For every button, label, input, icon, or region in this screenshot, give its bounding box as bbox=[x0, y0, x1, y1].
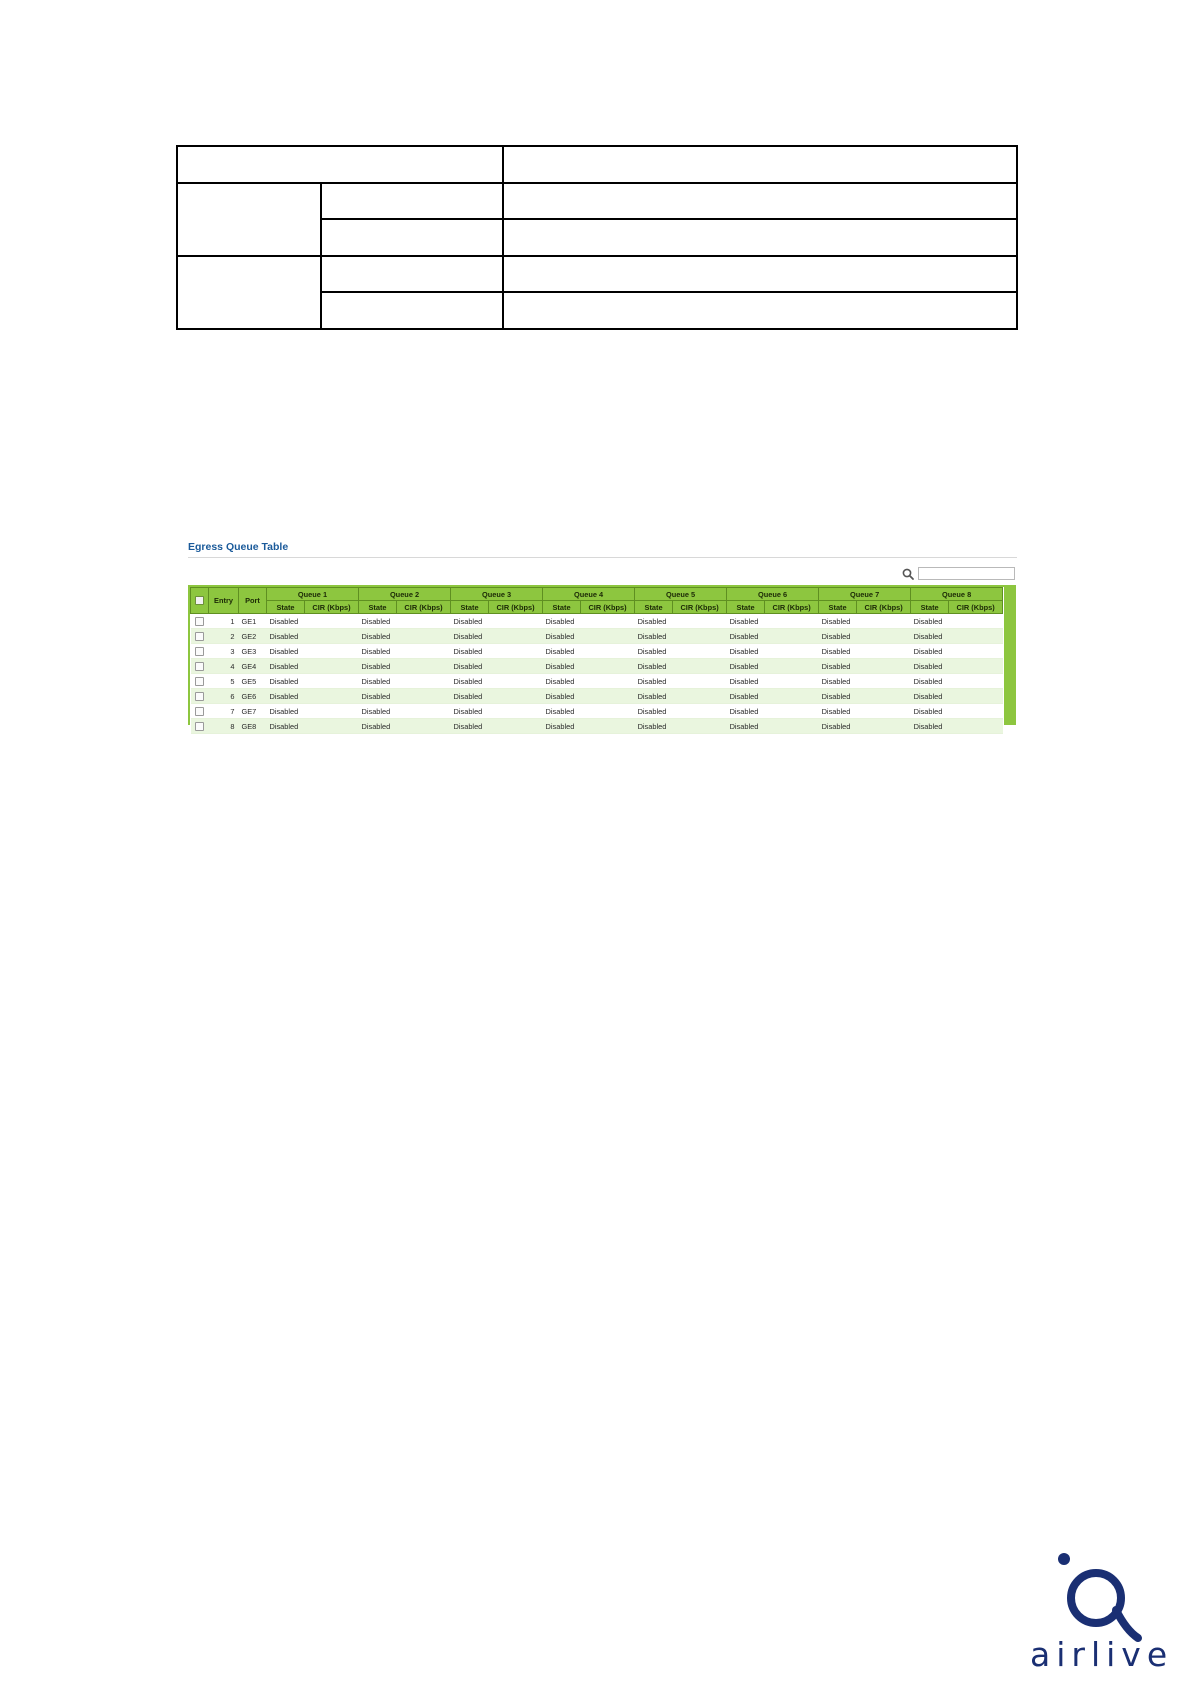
cell-state: Disabled bbox=[267, 614, 305, 629]
cell-cir bbox=[765, 689, 819, 704]
cell-state: Disabled bbox=[543, 629, 581, 644]
cell-state: Disabled bbox=[267, 674, 305, 689]
column-header-queue: Queue 6 bbox=[727, 588, 819, 601]
cell-state: Disabled bbox=[635, 689, 673, 704]
cell-state: Disabled bbox=[267, 659, 305, 674]
column-header-port[interactable]: Port bbox=[239, 588, 267, 614]
column-header-queue: Queue 1 bbox=[267, 588, 359, 601]
select-all-checkbox-cell bbox=[191, 588, 209, 614]
cell-state: Disabled bbox=[451, 629, 489, 644]
cell-entry: 3 bbox=[209, 644, 239, 659]
table-row[interactable] bbox=[191, 674, 1003, 689]
column-header-queue: Queue 8 bbox=[911, 588, 1003, 601]
parameter-table-cell bbox=[321, 292, 503, 329]
cell-port: GE5 bbox=[239, 674, 267, 689]
row-checkbox-cell bbox=[191, 689, 209, 704]
column-header-state[interactable]: State bbox=[635, 601, 673, 614]
column-header-state[interactable]: State bbox=[727, 601, 765, 614]
cell-state: Disabled bbox=[359, 659, 397, 674]
cell-state: Disabled bbox=[727, 614, 765, 629]
cell-cir bbox=[949, 704, 1003, 719]
cell-cir bbox=[397, 659, 451, 674]
cell-port: GE6 bbox=[239, 689, 267, 704]
cell-cir bbox=[765, 614, 819, 629]
cell-cir bbox=[581, 704, 635, 719]
table-row[interactable] bbox=[191, 689, 1003, 704]
cell-entry: 2 bbox=[209, 629, 239, 644]
cell-state: Disabled bbox=[911, 719, 949, 734]
cell-cir bbox=[857, 674, 911, 689]
section-title: Egress Queue Table bbox=[188, 541, 289, 553]
column-header-cir[interactable]: CIR (Kbps) bbox=[489, 601, 543, 614]
cell-entry: 8 bbox=[209, 719, 239, 734]
cell-cir bbox=[305, 719, 359, 734]
cell-cir bbox=[857, 689, 911, 704]
cell-cir bbox=[489, 704, 543, 719]
cell-cir bbox=[673, 644, 727, 659]
cell-cir bbox=[765, 704, 819, 719]
parameter-table bbox=[176, 145, 1018, 330]
cell-state: Disabled bbox=[635, 674, 673, 689]
cell-cir bbox=[857, 644, 911, 659]
cell-port: GE2 bbox=[239, 629, 267, 644]
cell-state: Disabled bbox=[359, 674, 397, 689]
parameter-table-cell bbox=[503, 256, 1017, 293]
cell-cir bbox=[857, 629, 911, 644]
cell-cir bbox=[581, 659, 635, 674]
column-header-cir[interactable]: CIR (Kbps) bbox=[765, 601, 819, 614]
column-header-state[interactable]: State bbox=[451, 601, 489, 614]
section-divider bbox=[188, 557, 1017, 558]
cell-state: Disabled bbox=[543, 704, 581, 719]
cell-cir bbox=[397, 644, 451, 659]
row-checkbox[interactable] bbox=[195, 647, 204, 656]
cell-cir bbox=[673, 674, 727, 689]
logo-wordmark: airlive bbox=[1030, 1635, 1174, 1674]
parameter-table-cell bbox=[503, 219, 1017, 256]
cell-cir bbox=[765, 674, 819, 689]
parameter-table-row bbox=[177, 256, 1017, 293]
cell-entry: 5 bbox=[209, 674, 239, 689]
cell-cir bbox=[949, 659, 1003, 674]
row-checkbox-cell bbox=[191, 674, 209, 689]
parameter-table-cell bbox=[503, 292, 1017, 329]
cell-state: Disabled bbox=[451, 644, 489, 659]
cell-cir bbox=[397, 704, 451, 719]
cell-state: Disabled bbox=[727, 704, 765, 719]
cell-state: Disabled bbox=[267, 689, 305, 704]
cell-cir bbox=[397, 614, 451, 629]
cell-port: GE3 bbox=[239, 644, 267, 659]
cell-state: Disabled bbox=[543, 689, 581, 704]
column-header-state[interactable]: State bbox=[911, 601, 949, 614]
parameter-table-cell bbox=[321, 219, 503, 256]
table-row[interactable] bbox=[191, 614, 1003, 629]
cell-state: Disabled bbox=[819, 644, 857, 659]
cell-state: Disabled bbox=[819, 719, 857, 734]
cell-cir bbox=[949, 644, 1003, 659]
cell-state: Disabled bbox=[267, 704, 305, 719]
cell-cir bbox=[489, 659, 543, 674]
cell-state: Disabled bbox=[543, 614, 581, 629]
column-header-queue: Queue 2 bbox=[359, 588, 451, 601]
column-header-cir[interactable]: CIR (Kbps) bbox=[673, 601, 727, 614]
cell-state: Disabled bbox=[359, 629, 397, 644]
cell-state: Disabled bbox=[451, 689, 489, 704]
column-header-cir[interactable]: CIR (Kbps) bbox=[857, 601, 911, 614]
cell-state: Disabled bbox=[635, 614, 673, 629]
cell-state: Disabled bbox=[727, 674, 765, 689]
table-row[interactable] bbox=[191, 704, 1003, 719]
cell-cir bbox=[489, 719, 543, 734]
column-header-cir[interactable]: CIR (Kbps) bbox=[397, 601, 451, 614]
egress-queue-grid bbox=[188, 585, 1016, 731]
parameter-table-header-row bbox=[177, 146, 1017, 183]
row-checkbox[interactable] bbox=[195, 632, 204, 641]
header-row-fields bbox=[191, 601, 1003, 614]
column-header-queue: Queue 5 bbox=[635, 588, 727, 601]
cell-cir bbox=[857, 614, 911, 629]
cell-cir bbox=[673, 689, 727, 704]
cell-cir bbox=[397, 629, 451, 644]
cell-state: Disabled bbox=[267, 629, 305, 644]
cell-cir bbox=[305, 614, 359, 629]
cell-cir bbox=[489, 689, 543, 704]
cell-cir bbox=[949, 674, 1003, 689]
cell-cir bbox=[949, 614, 1003, 629]
cell-cir bbox=[489, 674, 543, 689]
row-checkbox[interactable] bbox=[195, 707, 204, 716]
cell-cir bbox=[489, 644, 543, 659]
column-header-queue: Queue 7 bbox=[819, 588, 911, 601]
column-header-state[interactable]: State bbox=[543, 601, 581, 614]
airlive-logo bbox=[1030, 1552, 1174, 1674]
cell-state: Disabled bbox=[451, 674, 489, 689]
cell-cir bbox=[765, 659, 819, 674]
cell-cir bbox=[857, 704, 911, 719]
cell-state: Disabled bbox=[911, 629, 949, 644]
column-header-cir[interactable]: CIR (Kbps) bbox=[949, 601, 1003, 614]
column-header-state[interactable]: State bbox=[359, 601, 397, 614]
cell-cir bbox=[581, 689, 635, 704]
table-row[interactable] bbox=[191, 629, 1003, 644]
cell-port: GE1 bbox=[239, 614, 267, 629]
cell-state: Disabled bbox=[359, 704, 397, 719]
cell-state: Disabled bbox=[819, 659, 857, 674]
cell-state: Disabled bbox=[635, 719, 673, 734]
cell-state: Disabled bbox=[359, 644, 397, 659]
row-checkbox[interactable] bbox=[195, 722, 204, 731]
cell-cir bbox=[857, 659, 911, 674]
row-checkbox[interactable] bbox=[195, 677, 204, 686]
cell-state: Disabled bbox=[911, 674, 949, 689]
cell-cir bbox=[305, 659, 359, 674]
cell-port: GE7 bbox=[239, 704, 267, 719]
logo-mark bbox=[1050, 1552, 1150, 1640]
cell-state: Disabled bbox=[819, 614, 857, 629]
cell-state: Disabled bbox=[727, 689, 765, 704]
cell-entry: 1 bbox=[209, 614, 239, 629]
parameter-table-header-cell bbox=[177, 146, 503, 183]
cell-state: Disabled bbox=[451, 659, 489, 674]
cell-state: Disabled bbox=[635, 629, 673, 644]
column-header-state[interactable]: State bbox=[819, 601, 857, 614]
parameter-table-cell bbox=[503, 183, 1017, 220]
parameter-table-cell bbox=[321, 183, 503, 220]
cell-state: Disabled bbox=[543, 644, 581, 659]
row-checkbox-cell bbox=[191, 614, 209, 629]
column-header-entry[interactable]: Entry bbox=[209, 588, 239, 614]
cell-state: Disabled bbox=[911, 659, 949, 674]
column-header-queue: Queue 4 bbox=[543, 588, 635, 601]
cell-state: Disabled bbox=[819, 674, 857, 689]
cell-state: Disabled bbox=[543, 659, 581, 674]
cell-state: Disabled bbox=[727, 719, 765, 734]
cell-cir bbox=[673, 629, 727, 644]
cell-state: Disabled bbox=[359, 614, 397, 629]
parameter-table-header-cell bbox=[503, 146, 1017, 183]
cell-cir bbox=[765, 644, 819, 659]
parameter-table-row bbox=[177, 183, 1017, 220]
cell-port: GE8 bbox=[239, 719, 267, 734]
cell-state: Disabled bbox=[267, 719, 305, 734]
cell-cir bbox=[397, 674, 451, 689]
cell-state: Disabled bbox=[451, 704, 489, 719]
row-checkbox-cell bbox=[191, 719, 209, 734]
cell-cir bbox=[305, 674, 359, 689]
cell-state: Disabled bbox=[267, 644, 305, 659]
cell-cir bbox=[673, 614, 727, 629]
parameter-table-cell bbox=[321, 256, 503, 293]
cell-cir bbox=[581, 644, 635, 659]
row-checkbox-cell bbox=[191, 629, 209, 644]
egress-queue-table-body bbox=[191, 614, 1003, 734]
cell-cir bbox=[489, 614, 543, 629]
cell-state: Disabled bbox=[543, 719, 581, 734]
cell-cir bbox=[305, 689, 359, 704]
search-input[interactable] bbox=[918, 567, 1015, 580]
cell-cir bbox=[581, 674, 635, 689]
cell-state: Disabled bbox=[911, 689, 949, 704]
cell-state: Disabled bbox=[819, 704, 857, 719]
cell-state: Disabled bbox=[911, 644, 949, 659]
row-checkbox-cell bbox=[191, 704, 209, 719]
column-header-cir[interactable]: CIR (Kbps) bbox=[305, 601, 359, 614]
cell-state: Disabled bbox=[727, 659, 765, 674]
cell-cir bbox=[489, 629, 543, 644]
cell-cir bbox=[857, 719, 911, 734]
table-row[interactable] bbox=[191, 719, 1003, 734]
cell-state: Disabled bbox=[911, 614, 949, 629]
cell-state: Disabled bbox=[359, 719, 397, 734]
cell-state: Disabled bbox=[451, 719, 489, 734]
cell-entry: 6 bbox=[209, 689, 239, 704]
cell-cir bbox=[949, 689, 1003, 704]
cell-state: Disabled bbox=[635, 644, 673, 659]
cell-cir bbox=[765, 719, 819, 734]
row-checkbox-cell bbox=[191, 659, 209, 674]
cell-cir bbox=[765, 629, 819, 644]
cell-cir bbox=[305, 644, 359, 659]
cell-cir bbox=[673, 719, 727, 734]
cell-cir bbox=[581, 614, 635, 629]
row-checkbox[interactable] bbox=[195, 617, 204, 626]
cell-cir bbox=[581, 629, 635, 644]
cell-state: Disabled bbox=[819, 689, 857, 704]
cell-entry: 4 bbox=[209, 659, 239, 674]
cell-cir bbox=[397, 719, 451, 734]
cell-state: Disabled bbox=[727, 644, 765, 659]
cell-cir bbox=[949, 629, 1003, 644]
parameter-table-group-cell bbox=[177, 183, 321, 256]
cell-port: GE4 bbox=[239, 659, 267, 674]
cell-entry: 7 bbox=[209, 704, 239, 719]
table-row[interactable] bbox=[191, 644, 1003, 659]
cell-cir bbox=[305, 704, 359, 719]
cell-state: Disabled bbox=[543, 674, 581, 689]
cell-state: Disabled bbox=[635, 659, 673, 674]
cell-state: Disabled bbox=[911, 704, 949, 719]
column-header-state[interactable]: State bbox=[267, 601, 305, 614]
row-checkbox-cell bbox=[191, 644, 209, 659]
cell-cir bbox=[949, 719, 1003, 734]
cell-cir bbox=[581, 719, 635, 734]
select-all-checkbox[interactable] bbox=[195, 596, 204, 605]
parameter-table-group-cell bbox=[177, 256, 321, 329]
column-header-queue: Queue 3 bbox=[451, 588, 543, 601]
row-checkbox[interactable] bbox=[195, 692, 204, 701]
cell-state: Disabled bbox=[359, 689, 397, 704]
vertical-scrollbar[interactable] bbox=[1004, 587, 1014, 725]
row-checkbox[interactable] bbox=[195, 662, 204, 671]
column-header-cir[interactable]: CIR (Kbps) bbox=[581, 601, 635, 614]
cell-state: Disabled bbox=[727, 629, 765, 644]
cell-cir bbox=[305, 629, 359, 644]
cell-cir bbox=[673, 659, 727, 674]
table-row[interactable] bbox=[191, 659, 1003, 674]
cell-cir bbox=[397, 689, 451, 704]
egress-queue-table bbox=[190, 587, 1003, 734]
cell-cir bbox=[673, 704, 727, 719]
header-row-queues bbox=[191, 588, 1003, 601]
cell-state: Disabled bbox=[451, 614, 489, 629]
search-icon[interactable] bbox=[902, 568, 914, 580]
cell-state: Disabled bbox=[635, 704, 673, 719]
cell-state: Disabled bbox=[819, 629, 857, 644]
